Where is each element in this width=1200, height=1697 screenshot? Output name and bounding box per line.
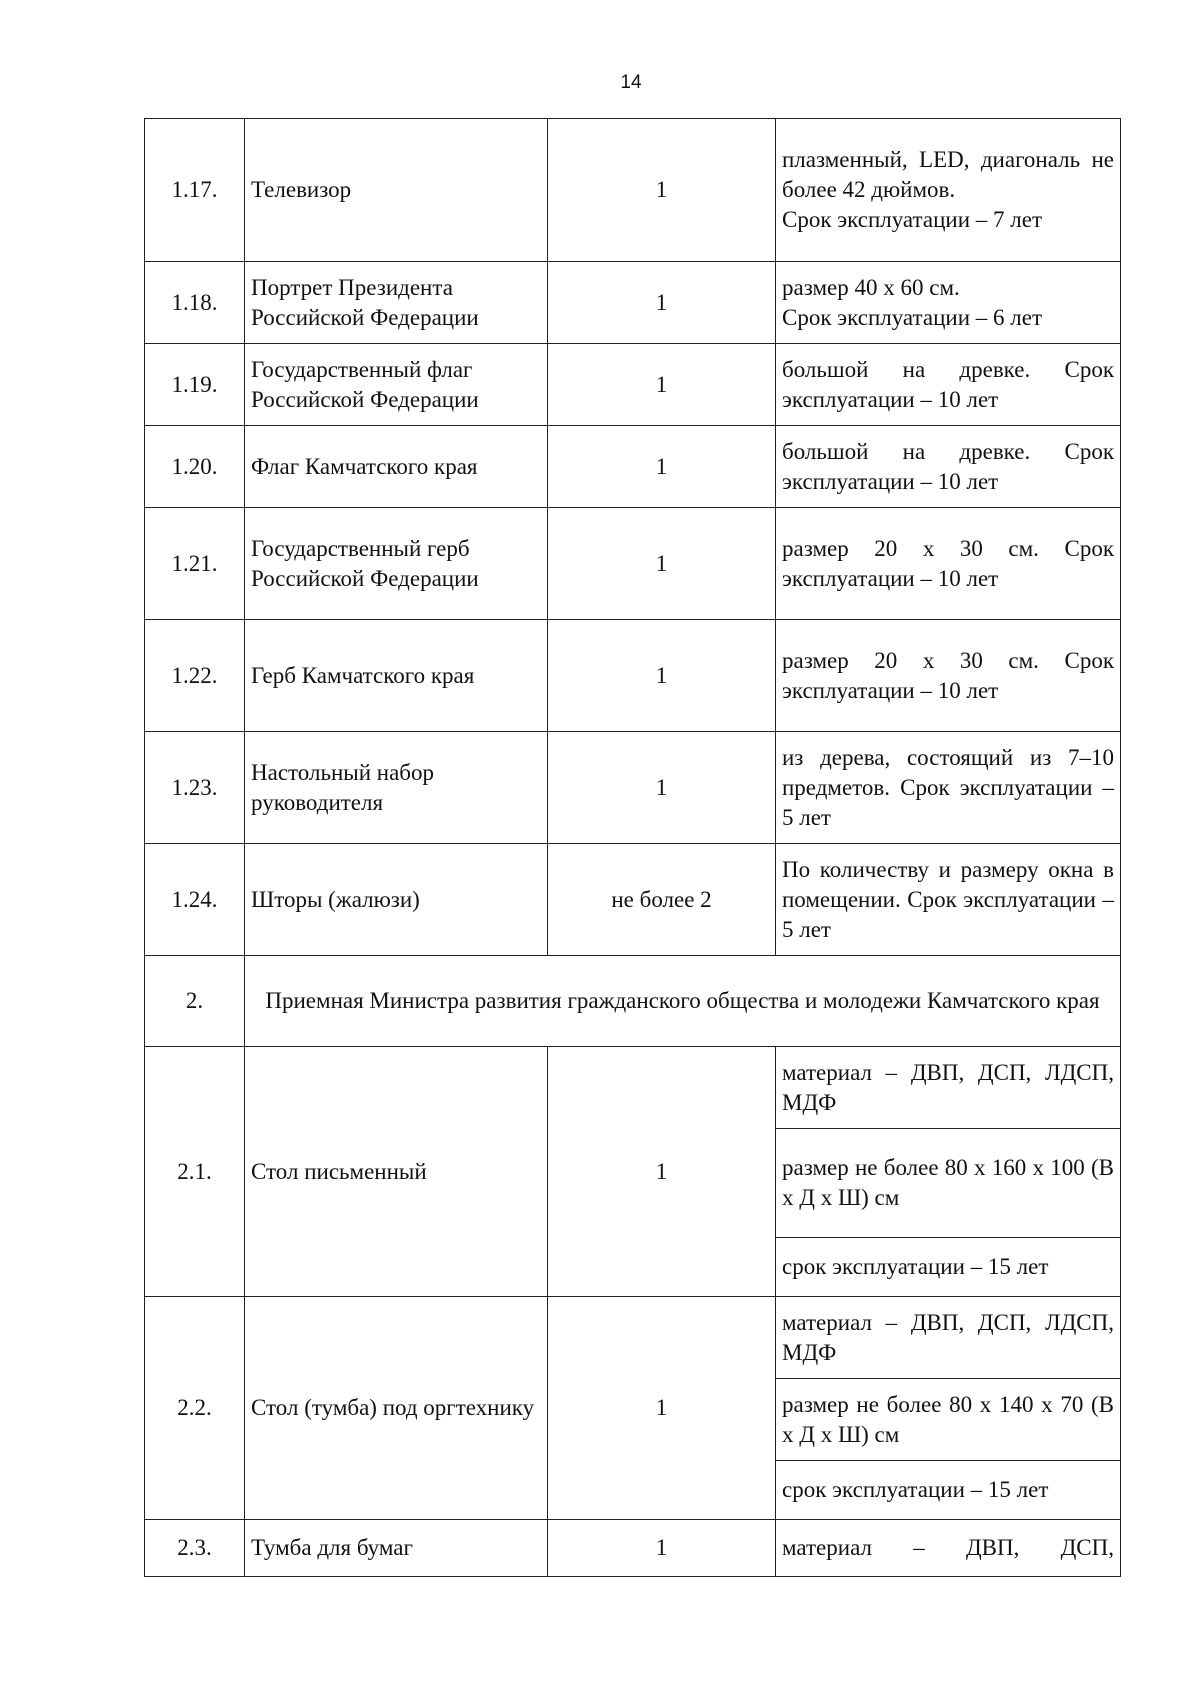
item-spec: срок эксплуатации – 15 лет bbox=[776, 1461, 1121, 1520]
item-name: Стол (тумба) под оргтехнику bbox=[245, 1297, 548, 1520]
table-row bbox=[145, 732, 1121, 844]
item-name: Шторы (жалюзи) bbox=[245, 844, 548, 956]
item-description bbox=[776, 262, 1121, 344]
item-quantity: 1 bbox=[548, 1297, 776, 1520]
item-description: По количеству и размеру окна в помещении. Срок эксплуатации – 5 лет bbox=[776, 844, 1121, 956]
table-row bbox=[145, 1297, 1121, 1379]
item-quantity: 1 bbox=[548, 1047, 776, 1297]
item-spec: размер не более 80 х 160 х 100 (В х Д х Ш) см bbox=[776, 1129, 1121, 1238]
item-name: Флаг Камчатского края bbox=[245, 426, 548, 508]
row-number: 2.3. bbox=[145, 1520, 245, 1577]
section-row bbox=[145, 956, 1121, 1047]
row-number: 1.23. bbox=[145, 732, 245, 844]
item-spec: срок эксплуатации – 15 лет bbox=[776, 1238, 1121, 1297]
table-row bbox=[145, 1047, 1121, 1129]
item-quantity: 1 bbox=[548, 508, 776, 620]
item-quantity: 1 bbox=[548, 426, 776, 508]
item-name: Портрет Президента Российской Федерации bbox=[245, 262, 548, 344]
row-number: 1.24. bbox=[145, 844, 245, 956]
table-row bbox=[145, 1520, 1121, 1577]
item-quantity: 1 bbox=[548, 344, 776, 426]
item-spec: размер не более 80 х 140 х 70 (В х Д х Ш) см bbox=[776, 1379, 1121, 1461]
row-number: 1.18. bbox=[145, 262, 245, 344]
item-description bbox=[776, 119, 1121, 262]
item-description: из дерева, состоящий из 7–10 предметов. Срок эксплуатации – 5 лет bbox=[776, 732, 1121, 844]
row-number: 2.1. bbox=[145, 1047, 245, 1297]
table-row bbox=[145, 620, 1121, 732]
item-spec: материал – ДВП, ДСП, ЛДСП, МДФ bbox=[776, 1047, 1121, 1129]
item-quantity: 1 bbox=[548, 119, 776, 262]
table-row bbox=[145, 426, 1121, 508]
item-spec: материал – ДВП, ДСП, bbox=[776, 1520, 1121, 1577]
row-number: 1.17. bbox=[145, 119, 245, 262]
item-name: Телевизор bbox=[245, 119, 548, 262]
item-name: Герб Камчатского края bbox=[245, 620, 548, 732]
section-number: 2. bbox=[145, 956, 245, 1047]
description-line: Срок эксплуатации – 7 лет bbox=[782, 207, 1042, 232]
item-description: большой на древке. Срок эксплуатации – 10 лет bbox=[776, 344, 1121, 426]
equipment-table bbox=[144, 118, 1121, 1577]
item-quantity: 1 bbox=[548, 620, 776, 732]
item-description: размер 20 х 30 см. Срок эксплуатации – 10 лет bbox=[776, 508, 1121, 620]
item-spec: материал – ДВП, ДСП, ЛДСП, МДФ bbox=[776, 1297, 1121, 1379]
item-description: большой на древке. Срок эксплуатации – 10 лет bbox=[776, 426, 1121, 508]
table-row bbox=[145, 508, 1121, 620]
item-name: Стол письменный bbox=[245, 1047, 548, 1297]
description-line: размер 40 х 60 см. bbox=[782, 274, 960, 300]
item-quantity: 1 bbox=[548, 262, 776, 344]
item-name: Государственный флаг Российской Федерации bbox=[245, 344, 548, 426]
table-row bbox=[145, 344, 1121, 426]
row-number: 1.21. bbox=[145, 508, 245, 620]
item-name: Государственный герб Российской Федерации bbox=[245, 508, 548, 620]
item-description: размер 20 х 30 см. Срок эксплуатации – 10 лет bbox=[776, 620, 1121, 732]
row-number: 1.19. bbox=[145, 344, 245, 426]
row-number: 2.2. bbox=[145, 1297, 245, 1520]
description-line: Срок эксплуатации – 6 лет bbox=[782, 304, 1042, 330]
description-line: плазменный, LED, диагональ не более 42 дюймов. bbox=[782, 147, 1114, 202]
item-name: Настольный набор руководителя bbox=[245, 732, 548, 844]
row-number: 1.20. bbox=[145, 426, 245, 508]
table-row bbox=[145, 262, 1121, 344]
item-quantity: 1 bbox=[548, 732, 776, 844]
table-row bbox=[145, 844, 1121, 956]
page-number: 14 bbox=[620, 72, 642, 93]
section-title: Приемная Министра развития гражданского общества и молодежи Камчатского края bbox=[245, 956, 1121, 1047]
item-name: Тумба для бумаг bbox=[245, 1520, 548, 1577]
row-number: 1.22. bbox=[145, 620, 245, 732]
table-row bbox=[145, 119, 1121, 262]
item-quantity: не более 2 bbox=[548, 844, 776, 956]
item-quantity: 1 bbox=[548, 1520, 776, 1577]
